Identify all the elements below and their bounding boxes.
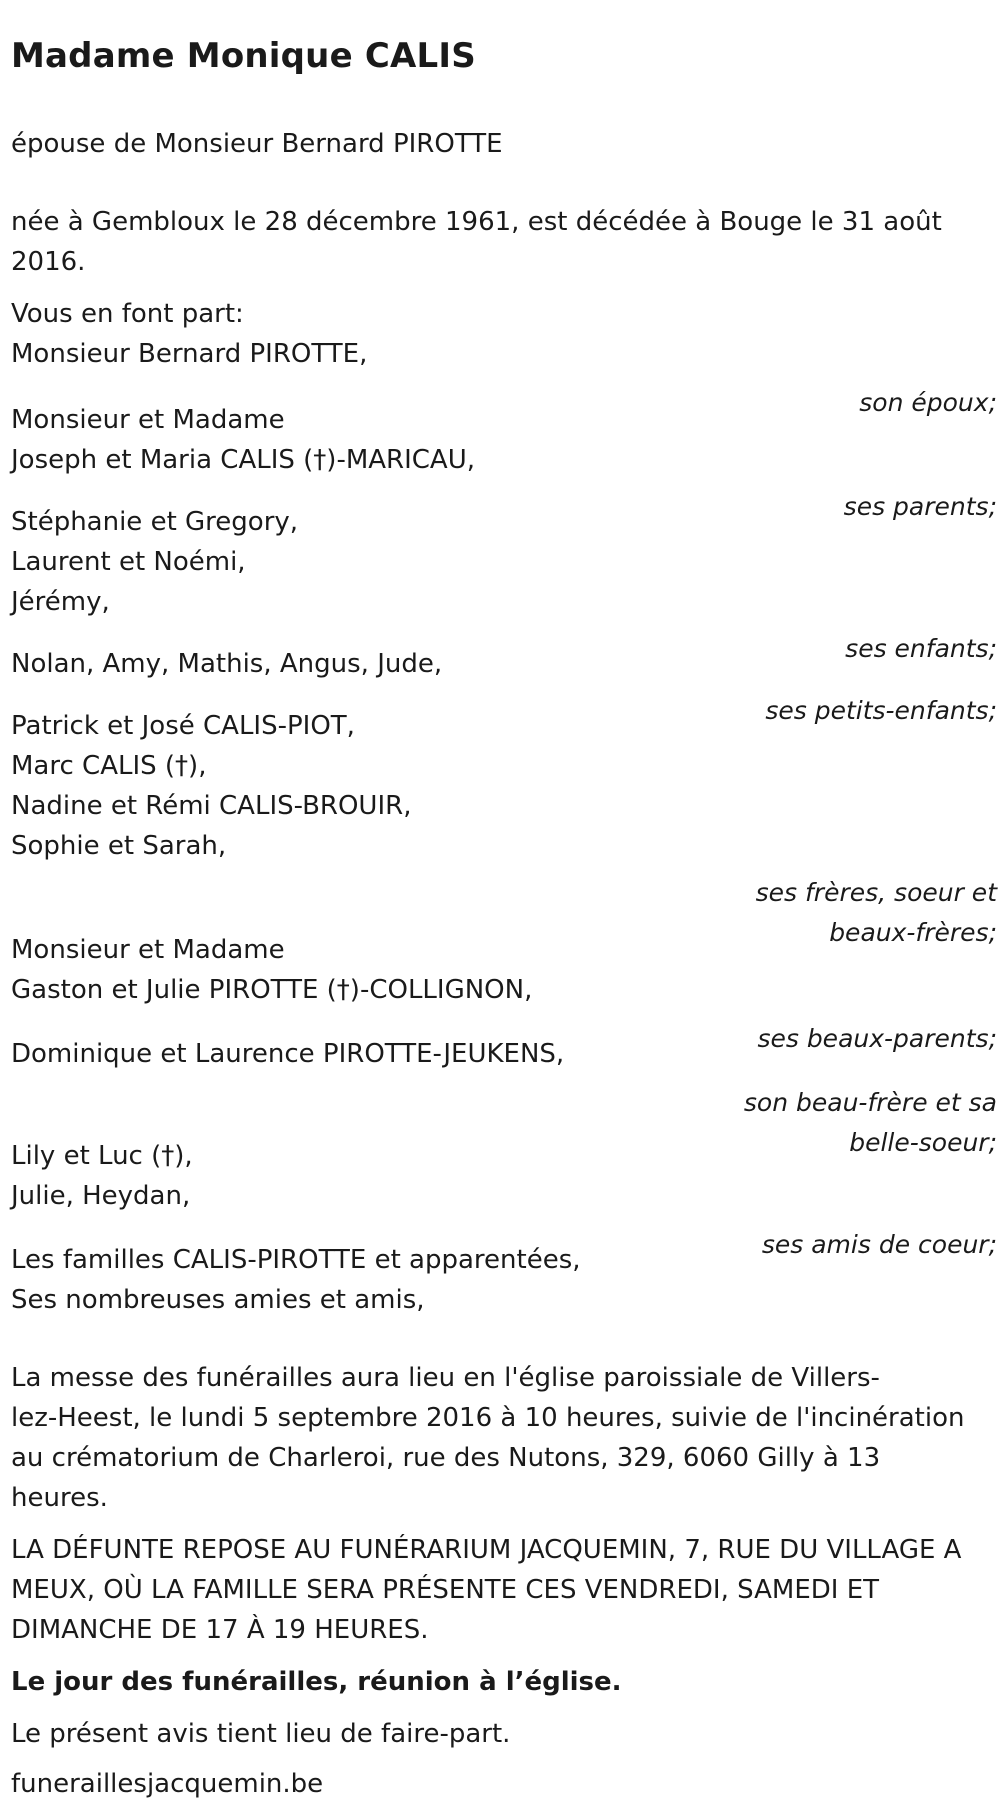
spouse-line: épouse de Monsieur Bernard PIROTTE xyxy=(11,129,503,159)
mass-line: lez-Heest, le lundi 5 septembre 2016 à 10 heures, suivie de l'incinération xyxy=(11,1403,965,1433)
family-name-line: Nadine et Rémi CALIS-BROUIR, xyxy=(11,791,412,821)
family-name-line: Marc CALIS (†), xyxy=(11,751,207,781)
family-name-line: Sophie et Sarah, xyxy=(11,831,227,861)
family-name-line: Stéphanie et Gregory, xyxy=(11,507,299,537)
friends-line: Ses nombreuses amies et amis, xyxy=(11,1285,425,1315)
family-relation: ses amis de coeur; xyxy=(761,1230,997,1259)
families-line: Les familles CALIS-PIROTTE et apparentées, xyxy=(11,1245,581,1275)
family-relation: ses frères, soeur et xyxy=(755,878,997,907)
family-name-line: Dominique et Laurence PIROTTE-JEUKENS, xyxy=(11,1039,565,1069)
family-name-line: Julie, Heydan, xyxy=(11,1181,191,1211)
mass-line: heures. xyxy=(11,1483,108,1513)
mass-line: La messe des funérailles aura lieu en l'église paroissiale de Villers- xyxy=(11,1363,880,1393)
family-name-line: Laurent et Noémi, xyxy=(11,547,246,577)
family-relation: ses enfants; xyxy=(845,634,997,663)
family-relation: ses parents; xyxy=(843,492,997,521)
family-name-line: Monsieur et Madame xyxy=(11,405,285,435)
family-name-line: Gaston et Julie PIROTTE (†)-COLLIGNON, xyxy=(11,975,533,1005)
family-name-line: Lily et Luc (†), xyxy=(11,1141,193,1171)
family-name-line: Jérémy, xyxy=(11,587,110,617)
family-name-line: Monsieur Bernard PIROTTE, xyxy=(11,339,368,369)
family-relation: ses petits-enfants; xyxy=(765,696,997,725)
birth-line-1: née à Gembloux le 28 décembre 1961, est décédée à Bouge le 31 août xyxy=(11,207,942,237)
birth-line-2: 2016. xyxy=(11,247,86,277)
family-name-line: Monsieur et Madame xyxy=(11,935,285,965)
reunion-line: Le jour des funérailles, réunion à l’église. xyxy=(11,1667,622,1697)
notice-line: Le présent avis tient lieu de faire-part. xyxy=(11,1719,511,1749)
family-name-line: Patrick et José CALIS-PIOT, xyxy=(11,711,355,741)
family-relation: ses beaux-parents; xyxy=(757,1024,997,1053)
family-relation: belle-soeur; xyxy=(849,1128,997,1157)
family-name-line: Nolan, Amy, Mathis, Angus, Jude, xyxy=(11,649,443,679)
announce-line: Vous en font part: xyxy=(11,299,244,329)
website-link[interactable]: funeraillesjacquemin.be xyxy=(11,1769,324,1799)
mass-line: au crématorium de Charleroi, rue des Nutons, 329, 6060 Gilly à 13 xyxy=(11,1443,881,1473)
repose-line: LA DÉFUNTE REPOSE AU FUNÉRARIUM JACQUEMIN, 7, RUE DU VILLAGE A xyxy=(11,1535,962,1565)
repose-line: DIMANCHE DE 17 À 19 HEURES. xyxy=(11,1615,429,1645)
repose-line: MEUX, OÙ LA FAMILLE SERA PRÉSENTE CES VENDREDI, SAMEDI ET xyxy=(11,1575,880,1605)
family-relation: son beau-frère et sa xyxy=(743,1088,997,1117)
page-title: Madame Monique CALIS xyxy=(11,36,476,76)
family-name-line: Joseph et Maria CALIS (†)-MARICAU, xyxy=(11,445,476,475)
family-relation: beaux-frères; xyxy=(829,918,997,947)
family-relation: son époux; xyxy=(859,388,997,417)
